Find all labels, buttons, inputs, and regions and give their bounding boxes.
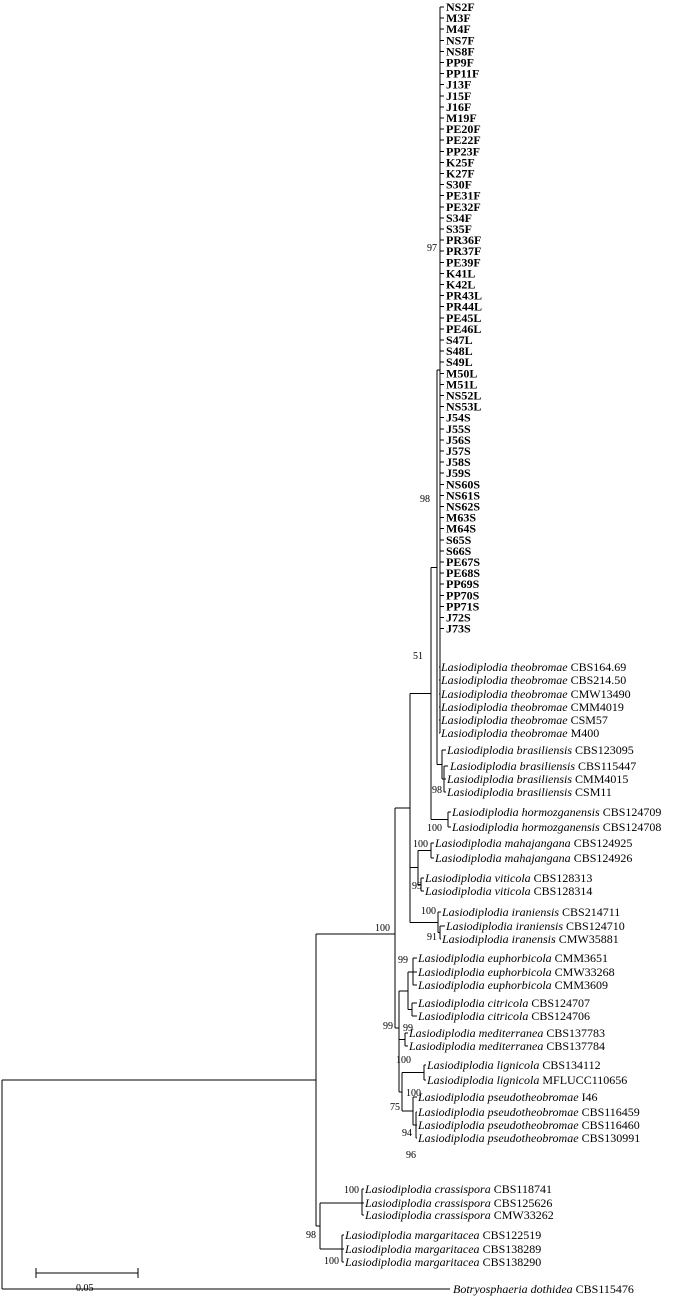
strain-id: CMW35881: [555, 932, 619, 946]
strain-id: CBS137784: [543, 1039, 606, 1053]
isolate-label: M4F: [446, 22, 471, 37]
strain-id: CBS134112: [539, 1058, 601, 1072]
bootstrap-98: 98: [420, 494, 430, 505]
strain-id: CBS124709: [599, 805, 662, 819]
strain-id: CSM57: [567, 713, 608, 727]
reference-taxon-label: [451, 820, 661, 834]
species-name: Lasiodiplodia mahajangana: [435, 851, 571, 865]
strain-id: CBS124710: [563, 919, 625, 933]
species-name: Lasiodiplodia iraniensis: [446, 919, 564, 933]
reference-taxon-label: [408, 1026, 605, 1040]
isolate-label: J73S: [446, 621, 471, 636]
strain-id: CMM4019: [567, 700, 624, 714]
strain-id: CBS130991: [578, 1131, 641, 1145]
species-name: Lasiodiplodia mediterranea: [409, 1026, 544, 1040]
isolate-label: PE31F: [446, 188, 481, 203]
isolate-label: S49L: [446, 355, 473, 370]
bootstrap-97: 97: [427, 243, 437, 254]
reference-taxon-label: [417, 1118, 640, 1132]
reference-taxon-label: [426, 1073, 627, 1087]
strain-id: CBS214711: [559, 905, 621, 919]
bootstrap-100: 100: [413, 839, 428, 850]
strain-id: CBS122519: [479, 1228, 542, 1242]
reference-taxon-label: [424, 884, 592, 898]
isolate-label: PE32F: [446, 199, 481, 214]
strain-id: CBS128313: [530, 871, 593, 885]
species-name: Lasiodiplodia margaritacea: [345, 1228, 480, 1242]
isolate-label: M64S: [446, 521, 476, 536]
bootstrap-99: 99: [383, 1021, 393, 1032]
scale-bar-label: 0.05: [76, 1283, 94, 1294]
reference-taxon-label: [417, 1131, 640, 1145]
species-name: Lasiodiplodia margaritacea: [345, 1242, 480, 1256]
bootstrap-96: 96: [406, 1150, 416, 1161]
strain-id: CSM11: [572, 785, 612, 799]
species-name: Lasiodiplodia viticola: [425, 871, 531, 885]
reference-taxon-label: [417, 951, 608, 965]
isolate-label: PR44L: [446, 299, 482, 314]
species-name: Lasiodiplodia hormozganensis: [452, 805, 600, 819]
species-name: Lasiodiplodia theobromae: [441, 687, 568, 701]
strain-id: CMM4015: [572, 772, 629, 786]
reference-taxon-label: [440, 660, 626, 674]
isolate-label: PR43L: [446, 288, 482, 303]
species-name: Lasiodiplodia theobromae: [441, 673, 568, 687]
isolate-label: J16F: [446, 99, 472, 114]
bootstrap-100: 100: [421, 906, 436, 917]
isolate-label: S34F: [446, 210, 473, 225]
species-name: Lasiodiplodia citricola: [418, 1009, 529, 1023]
strain-id: CBS118741: [490, 1182, 552, 1196]
reference-taxon-label: [451, 805, 661, 819]
reference-taxon-label: [417, 978, 608, 992]
species-name: Lasiodiplodia viticola: [425, 884, 531, 898]
species-name: Botryosphaeria dothidea: [453, 1282, 573, 1296]
reference-taxon-label: [446, 785, 612, 799]
species-name: Lasiodiplodia euphorbicola: [418, 978, 552, 992]
scale-bar: [36, 1268, 138, 1294]
isolate-label: S66S: [446, 543, 472, 558]
isolate-label: M3F: [446, 11, 471, 26]
strain-id: CBS164.69: [567, 660, 627, 674]
strain-id: CBS124707: [528, 996, 591, 1010]
strain-id: CMW13490: [567, 687, 631, 701]
species-name: Lasiodiplodia crassispora: [365, 1208, 491, 1222]
strain-id: CBS116459: [578, 1105, 640, 1119]
isolate-label: PR37F: [446, 244, 482, 259]
reference-taxon-label: [426, 1058, 601, 1072]
isolate-label: PE46L: [446, 321, 482, 336]
isolate-label: J13F: [446, 77, 472, 92]
bootstrap-99: 99: [398, 955, 408, 966]
reference-taxon-label: [440, 700, 624, 714]
isolate-label: PE68S: [446, 566, 481, 581]
strain-id: CBS115476: [572, 1282, 634, 1296]
reference-taxon-label: [417, 1090, 598, 1104]
species-name: Lasiodiplodia crassispora: [365, 1182, 491, 1196]
isolate-label: NS2F: [446, 0, 475, 14]
isolate-label: J55S: [446, 421, 471, 436]
species-name: Lasiodiplodia euphorbicola: [418, 951, 552, 965]
bootstrap-100: 100: [396, 1055, 411, 1066]
isolate-label: J72S: [446, 610, 471, 625]
strain-id: CBS214.50: [567, 673, 627, 687]
reference-taxon-label: [417, 1105, 640, 1119]
isolate-label: M19F: [446, 111, 477, 125]
reference-taxon-label: [417, 965, 615, 979]
bootstrap-100: 100: [344, 1185, 359, 1196]
isolate-label: PE45L: [446, 310, 482, 325]
reference-taxon-label: [441, 905, 620, 919]
tree-branches: [2, 7, 451, 1289]
isolate-label: NS60S: [446, 477, 481, 492]
isolate-label: K27F: [446, 166, 475, 181]
reference-taxon-label: [440, 726, 599, 740]
reference-taxon-label: [440, 673, 626, 687]
strain-id: CMM3609: [551, 978, 609, 992]
bootstrap-100: 100: [406, 1088, 421, 1099]
species-name: Lasiodiplodia pseudotheobromae: [418, 1090, 579, 1104]
isolate-label: J59S: [446, 466, 471, 481]
reference-taxon-label: [446, 743, 634, 757]
reference-taxon-label: [344, 1228, 541, 1242]
isolate-label: PE67S: [446, 555, 481, 569]
strain-id: CBS138289: [479, 1242, 542, 1256]
reference-taxon-label: [445, 919, 625, 933]
reference-taxon-label: [434, 851, 632, 865]
isolate-label: PP11F: [446, 66, 480, 81]
species-name: Lasiodiplodia mahajangana: [435, 836, 571, 850]
isolate-label: S35F: [446, 222, 473, 236]
strain-id: CBS128314: [530, 884, 593, 898]
strain-id: CBS137783: [543, 1026, 606, 1040]
isolate-label: K25F: [446, 155, 475, 170]
reference-taxon-label: [453, 1282, 634, 1296]
bootstrap-75: 75: [390, 1102, 400, 1113]
species-name: Lasiodiplodia hormozganensis: [452, 820, 600, 834]
reference-taxon-label: [440, 687, 631, 701]
reference-taxon-label: [344, 1255, 541, 1269]
isolate-label: J57S: [446, 444, 471, 458]
strain-id: CBS115447: [575, 759, 637, 773]
species-name: Lasiodiplodia crassispora: [365, 1196, 491, 1210]
isolate-label: PP9F: [446, 55, 474, 70]
isolate-label: NS8F: [446, 44, 475, 59]
bootstrap-100: 100: [427, 823, 442, 834]
strain-id: CBS123095: [572, 743, 634, 757]
bootstrap-99: 99: [412, 881, 422, 892]
isolate-label: M50L: [446, 366, 478, 381]
reference-taxon-label: [440, 713, 608, 727]
isolate-label: PE20F: [446, 122, 481, 137]
reference-taxon-label: [344, 1242, 541, 1256]
reference-taxon-label: [364, 1208, 554, 1222]
strain-id: CBS124708: [599, 820, 662, 834]
isolate-label: K42L: [446, 277, 476, 292]
species-name: Lasiodiplodia theobromae: [441, 713, 568, 727]
isolate-label: J54S: [446, 410, 471, 425]
bootstrap-98: 98: [432, 785, 442, 796]
isolate-label: PP71S: [446, 599, 480, 614]
reference-taxon-label: [441, 932, 619, 946]
strain-id: CMW33268: [551, 965, 615, 979]
strain-id: CBS138290: [479, 1255, 542, 1269]
isolate-label: NS62S: [446, 499, 481, 514]
bootstrap-100: 100: [375, 923, 390, 934]
isolate-label: M63S: [446, 510, 476, 525]
isolate-label: PE22F: [446, 133, 481, 148]
isolate-label: J58S: [446, 455, 471, 470]
strain-id: CBS124925: [570, 836, 633, 850]
isolate-label: S30F: [446, 177, 473, 192]
species-name: Lasiodiplodia brasiliensis: [450, 759, 576, 773]
bootstrap-91: 91: [427, 932, 437, 943]
strain-id: CMW33262: [490, 1208, 554, 1222]
species-name: Lasiodiplodia iranensis: [442, 932, 556, 946]
species-name: Lasiodiplodia pseudotheobromae: [418, 1105, 579, 1119]
isolate-label: NS52L: [446, 388, 482, 403]
species-name: Lasiodiplodia mediterranea: [409, 1039, 544, 1053]
species-name: Lasiodiplodia theobromae: [441, 700, 568, 714]
species-name: Lasiodiplodia brasiliensis: [447, 785, 573, 799]
species-name: Lasiodiplodia theobromae: [441, 660, 568, 674]
isolate-label: PR36F: [446, 233, 482, 248]
reference-taxon-label: [449, 759, 636, 773]
isolate-label: NS7F: [446, 33, 475, 48]
isolate-label: S48L: [446, 344, 473, 359]
species-name: Lasiodiplodia lignicola: [427, 1058, 540, 1072]
isolate-label: S65S: [446, 532, 472, 547]
isolate-label: PP69S: [446, 577, 480, 592]
isolate-label: K41L: [446, 266, 476, 281]
reference-taxon-label: [417, 996, 590, 1010]
species-name: Lasiodiplodia brasiliensis: [447, 743, 573, 757]
reference-taxon-label: [364, 1182, 552, 1196]
strain-id: I46: [578, 1090, 598, 1104]
species-name: Lasiodiplodia pseudotheobromae: [418, 1131, 579, 1145]
bootstrap-94: 94: [402, 1128, 412, 1139]
reference-taxon-label: [434, 836, 632, 850]
isolate-label: S47L: [446, 333, 473, 347]
isolate-label: PP70S: [446, 588, 480, 603]
species-name: Lasiodiplodia margaritacea: [345, 1255, 480, 1269]
strain-id: M400: [567, 726, 600, 740]
strain-id: CBS124926: [570, 851, 633, 865]
isolate-label: J56S: [446, 432, 471, 447]
species-name: Lasiodiplodia citricola: [418, 996, 529, 1010]
reference-taxon-label: [417, 1009, 590, 1023]
species-name: Lasiodiplodia iraniensis: [442, 905, 560, 919]
reference-taxon-label: [424, 871, 592, 885]
reference-taxon-label: [408, 1039, 605, 1053]
strain-id: CBS124706: [528, 1009, 591, 1023]
isolate-label: M51L: [446, 377, 478, 392]
isolate-label: NS61S: [446, 488, 481, 503]
isolate-label: PE39F: [446, 255, 481, 270]
species-name: Lasiodiplodia euphorbicola: [418, 965, 552, 979]
bootstrap-100: 100: [324, 1256, 339, 1267]
isolate-label: J15F: [446, 88, 472, 103]
reference-taxon-label: [446, 772, 628, 786]
species-name: Lasiodiplodia theobromae: [441, 726, 568, 740]
strain-id: CMM3651: [551, 951, 609, 965]
isolate-label: PP23F: [446, 144, 480, 159]
species-name: Lasiodiplodia lignicola: [427, 1073, 540, 1087]
strain-id: CBS125626: [490, 1196, 553, 1210]
isolate-label: NS53L: [446, 399, 482, 414]
species-name: Lasiodiplodia pseudotheobromae: [418, 1118, 579, 1132]
bootstrap-51: 51: [413, 651, 423, 662]
strain-id: MFLUCC110656: [539, 1073, 628, 1087]
bootstrap-99: 99: [403, 1023, 413, 1034]
bootstrap-98: 98: [306, 1230, 316, 1241]
species-name: Lasiodiplodia brasiliensis: [447, 772, 573, 786]
strain-id: CBS116460: [578, 1118, 640, 1132]
